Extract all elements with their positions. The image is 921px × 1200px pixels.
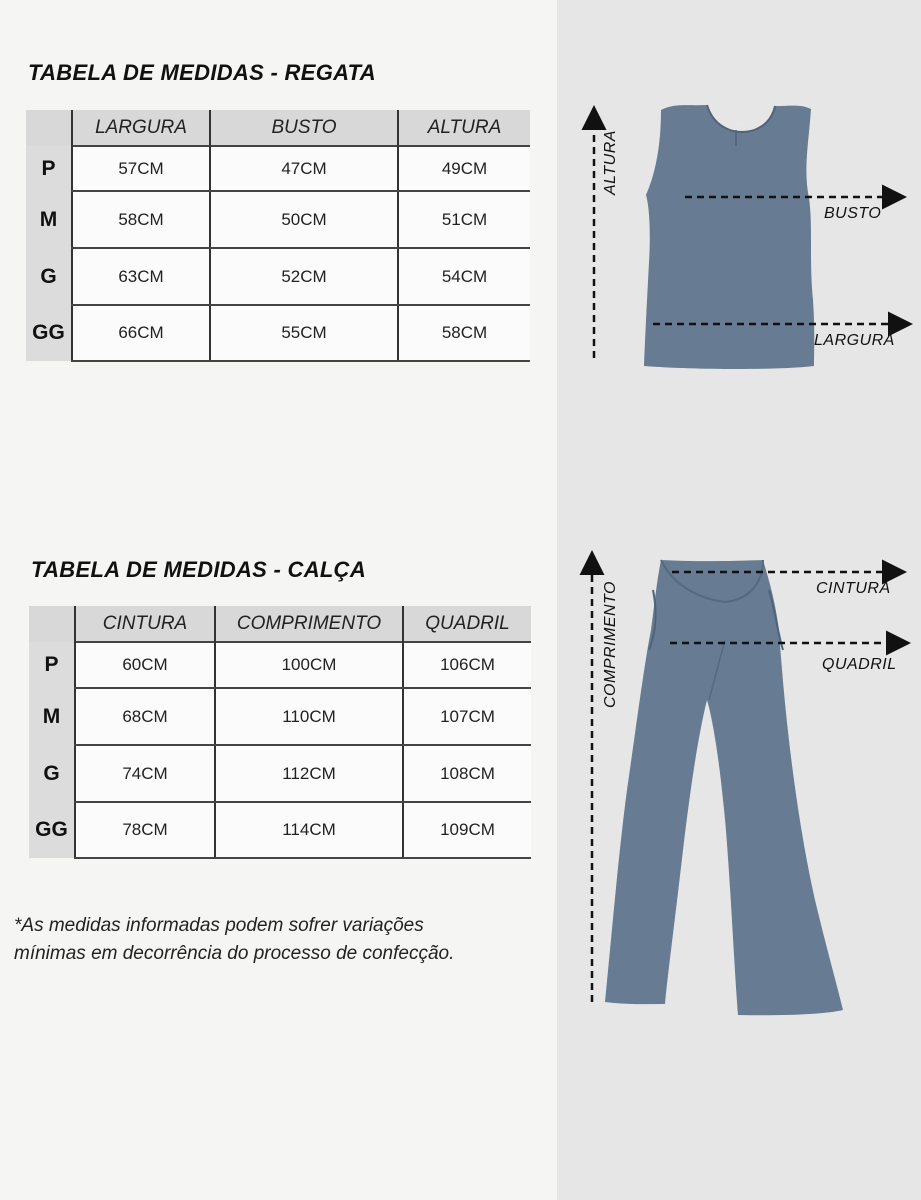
column-header: LARGURA [72,110,210,146]
table-row [29,688,531,745]
size-label: P [29,642,75,688]
table-cell: 66CM [72,305,210,361]
tank-top-image [644,105,814,369]
waist-label: CINTURA [816,580,891,597]
table-cell: 109CM [403,802,531,858]
table-cell: 50CM [210,191,398,248]
hip-label: QUADRIL [822,656,897,673]
size-label: GG [26,305,72,361]
table-cell: 63CM [72,248,210,305]
table-row [29,802,531,858]
calca-size-table [29,606,531,859]
regata-size-table [26,110,530,362]
size-label: GG [29,802,75,858]
table-cell: 112CM [215,745,403,802]
table-row [26,146,530,191]
calca-title: TABELA DE MEDIDAS - CALÇA [31,557,367,582]
table-cell: 74CM [75,745,215,802]
table-cell: 68CM [75,688,215,745]
size-label: M [29,688,75,745]
size-label: M [26,191,72,248]
height-label: ALTURA [602,130,619,195]
table-cell: 107CM [403,688,531,745]
table-cell: 54CM [398,248,530,305]
table-row [26,191,530,248]
column-header: QUADRIL [403,606,531,642]
table-header-row [26,110,530,146]
table-cell: 114CM [215,802,403,858]
table-cell: 51CM [398,191,530,248]
table-row [29,642,531,688]
length-label: COMPRIMENTO [602,581,619,708]
table-corner [29,606,75,642]
table-cell: 55CM [210,305,398,361]
pants-body [605,560,843,1015]
pants-image [605,560,843,1015]
table-header-row [29,606,531,642]
column-header: COMPRIMENTO [215,606,403,642]
size-label: G [26,248,72,305]
table-cell: 52CM [210,248,398,305]
width-label: LARGURA [814,332,895,349]
table-cell: 47CM [210,146,398,191]
table-cell: 57CM [72,146,210,191]
table-row [29,745,531,802]
table-cell: 106CM [403,642,531,688]
column-header: ALTURA [398,110,530,146]
size-label: G [29,745,75,802]
table-cell: 108CM [403,745,531,802]
table-cell: 100CM [215,642,403,688]
note-line: *As medidas informadas podem sofrer variações [14,915,424,936]
table-cell: 78CM [75,802,215,858]
table-cell: 110CM [215,688,403,745]
column-header: BUSTO [210,110,398,146]
table-row [26,248,530,305]
table-cell: 58CM [398,305,530,361]
note-line: mínimas em decorrência do processo de confecção. [14,943,455,964]
tank-top-body [644,105,814,369]
table-corner [26,110,72,146]
table-cell: 58CM [72,191,210,248]
disclaimer-note [14,912,534,968]
table-cell: 60CM [75,642,215,688]
bust-label: BUSTO [824,205,882,222]
regata-title: TABELA DE MEDIDAS - REGATA [28,60,376,85]
table-row [26,305,530,361]
column-header: CINTURA [75,606,215,642]
size-label: P [26,146,72,191]
table-cell: 49CM [398,146,530,191]
